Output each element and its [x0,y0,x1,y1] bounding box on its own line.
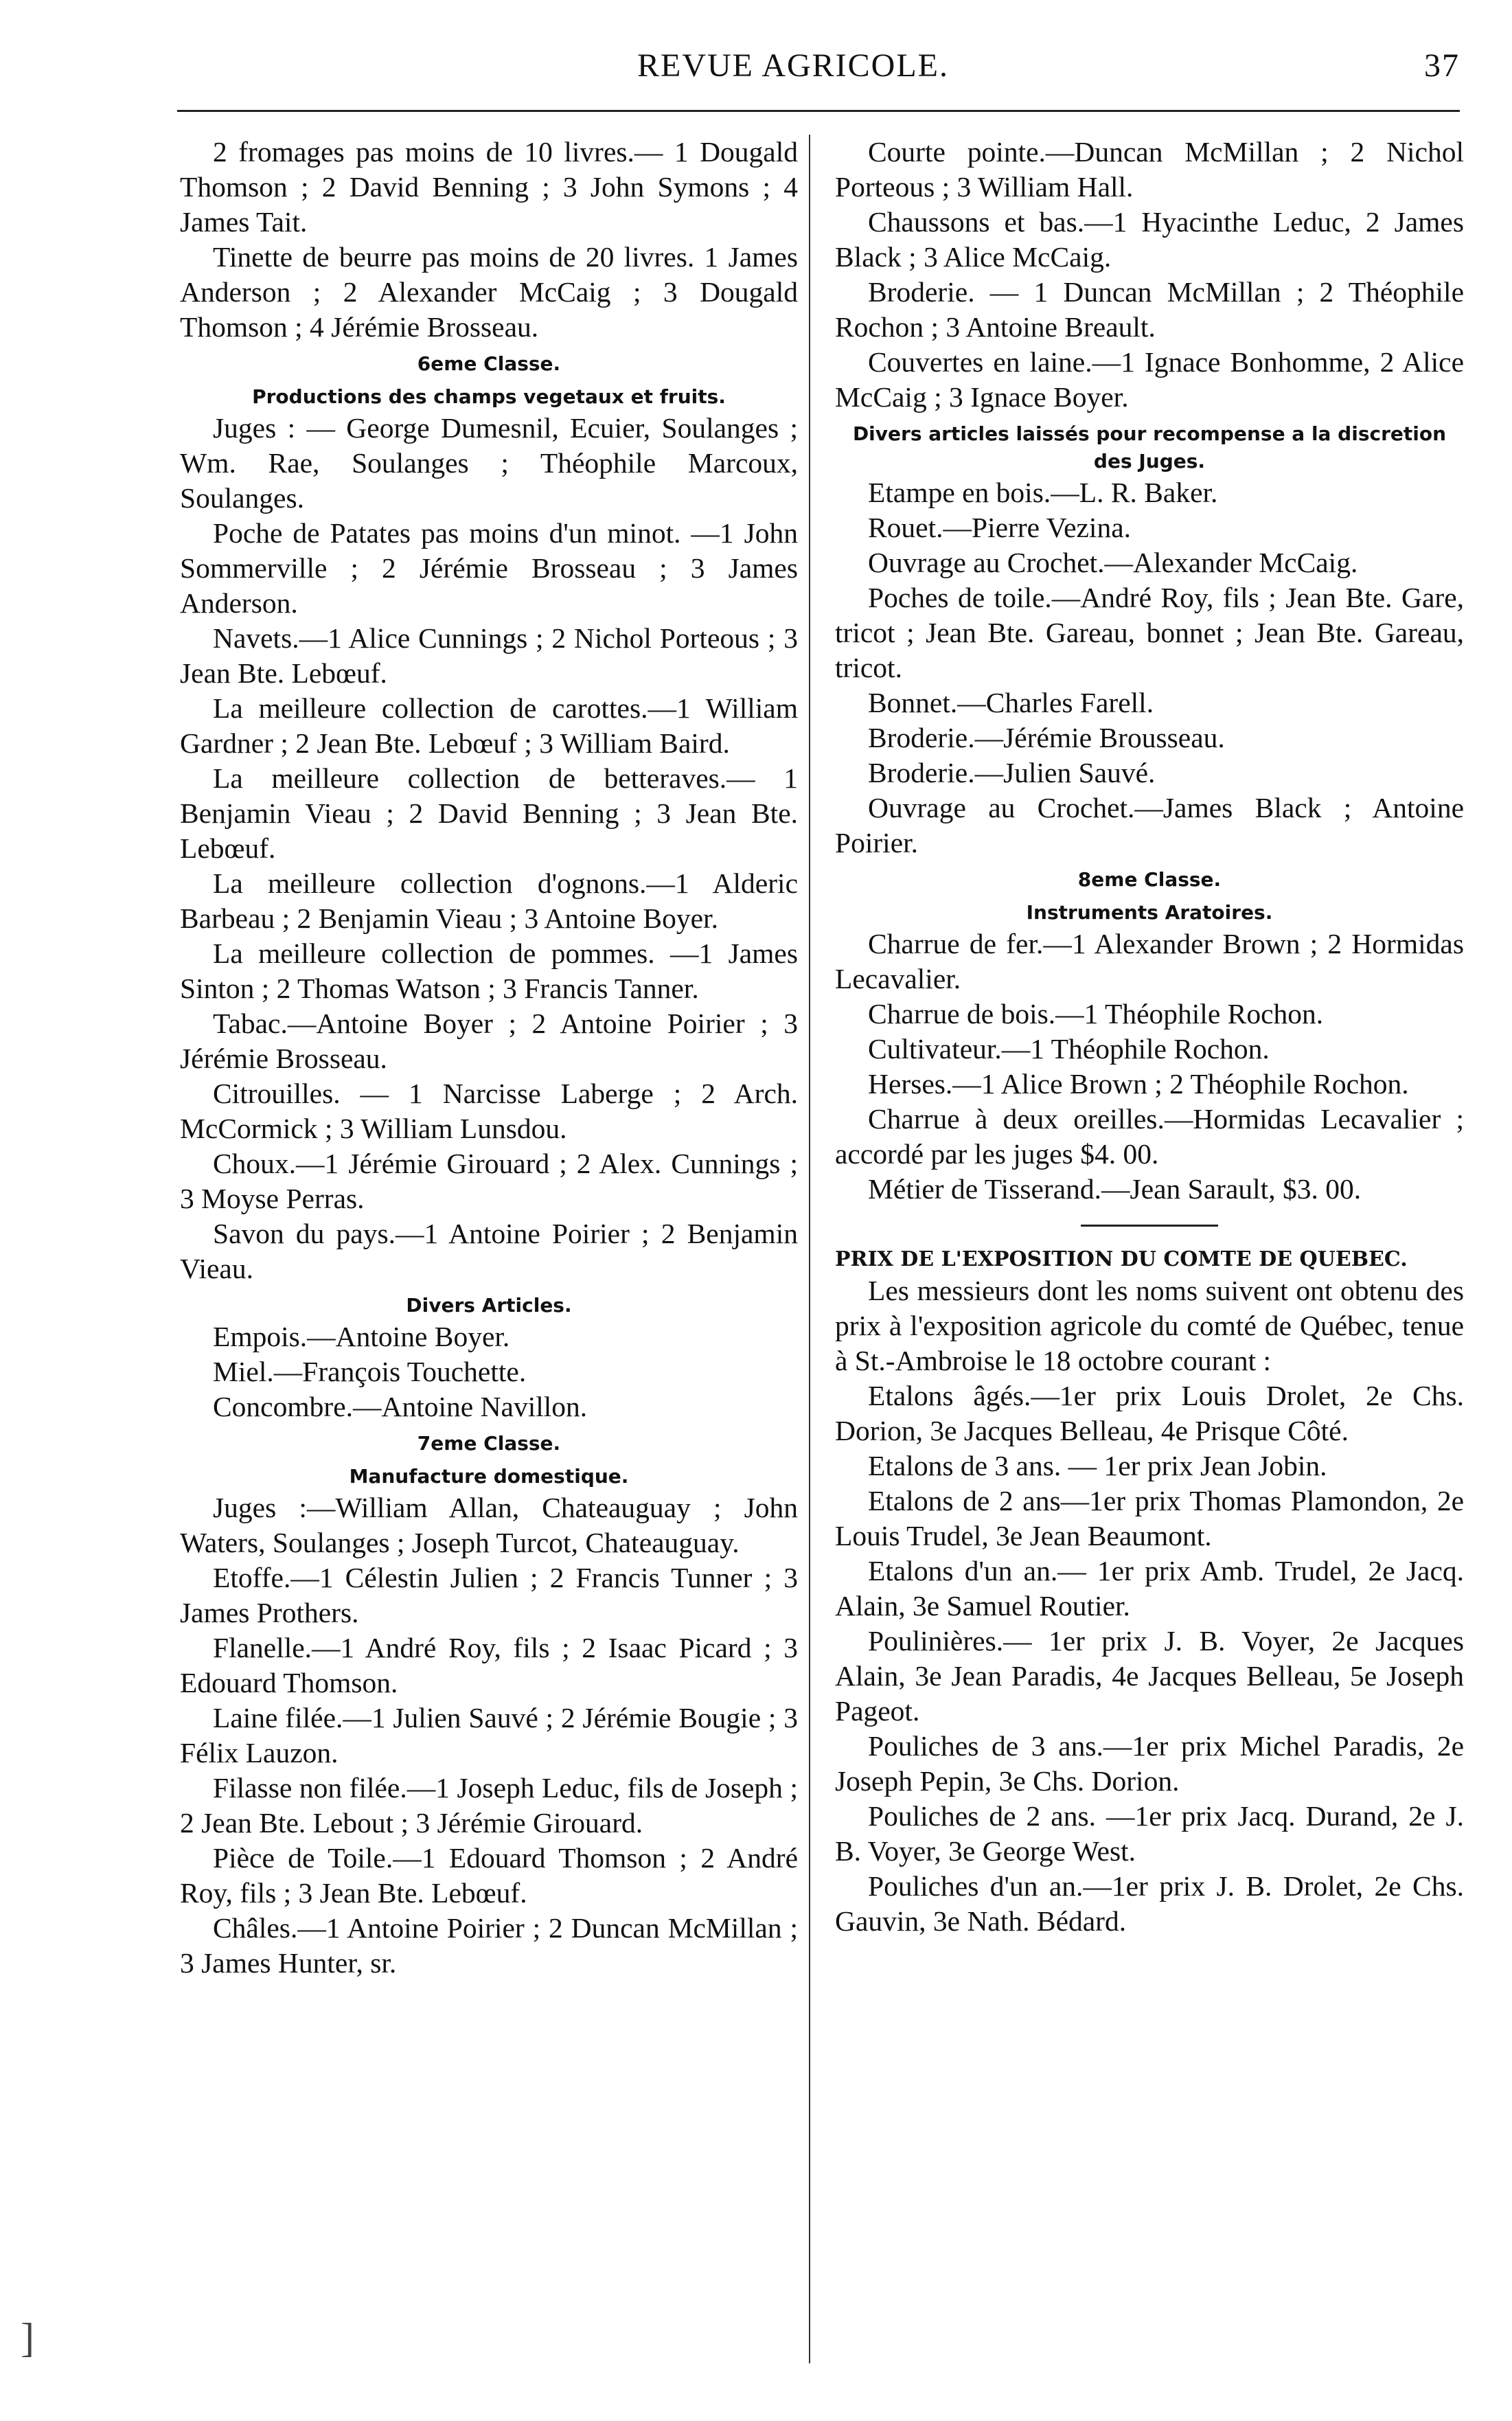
section-heading: Divers articles laissés pour recompense a la discretion des Juges. [852,422,1447,473]
paragraph: Empois.—Antoine Boyer. [213,1321,510,1352]
running-header [177,47,1460,95]
paragraph: Pièce de Toile.—1 Edouard Thomson ; 2 André Roy, fils ; 3 Jean Bte. Lebœuf. [180,1842,798,1909]
paragraph: Flanelle.—1 André Roy, fils ; 2 Isaac Picard ; 3 Edouard Thomson. [180,1632,798,1698]
paragraph: Bonnet.—Charles Farell. [868,687,1154,718]
left-column [180,135,798,1981]
paragraph: Broderie. — 1 Duncan McMillan ; 2 Théophile Rochon ; 3 Antoine Breault. [835,276,1464,343]
paragraph: Pouliches d'un an.—1er prix J. B. Drolet, 2e Chs. Gauvin, 3e Nath. Bédard. [835,1870,1464,1937]
paragraph: Concombre.—Antoine Navillon. [213,1391,588,1422]
paragraph: Cultivateur.—1 Théophile Rochon. [868,1033,1270,1065]
paragraph: Tinette de beurre pas moins de 20 livres. 1 James Anderson ; 2 Alexander McCaig ; 3 Dougald Thomson ; 4 Jérémie Brosseau. [180,241,798,343]
section-heading: 7eme Classe. [417,1432,561,1455]
paragraph: Citrouilles. — 1 Narcisse Laberge ; 2 Arch. McCormick ; 3 William Lunsdou. [180,1078,798,1144]
paragraph: Etalons âgés.—1er prix Louis Drolet, 2e Chs. Dorion, 3e Jacques Belleau, 4e Prisque Côté. [835,1380,1464,1446]
paragraph: Poche de Patates pas moins d'un minot. —1 John Sommerville ; 2 Jérémie Brosseau ; 3 James Anderson. [180,517,798,619]
paragraph: Miel.—François Touchette. [213,1356,527,1387]
section-heading: Instruments Aratoires. [1026,901,1273,924]
paragraph: Herses.—1 Alice Brown ; 2 Théophile Rochon. [868,1068,1409,1100]
paragraph: Charrue de bois.—1 Théophile Rochon. [868,998,1324,1030]
section-heading: Productions des champs vegetaux et fruits. [252,385,726,408]
paragraph: La meilleure collection de betteraves.— 1 Benjamin Vieau ; 2 David Benning ; 3 Jean Bte. Lebœuf. [180,762,798,864]
section-heading: Manufacture domestique. [349,1465,629,1488]
paragraph: Etalons de 2 ans—1er prix Thomas Plamondon, 2e Louis Trudel, 3e Jean Beaumont. [835,1485,1464,1552]
paragraph: Pouliches de 2 ans. —1er prix Jacq. Durand, 2e J. B. Voyer, 3e George West. [835,1800,1464,1867]
paragraph: Ouvrage au Crochet.—Alexander McCaig. [868,547,1358,578]
paragraph: Juges :—William Allan, Chateauguay ; John Waters, Soulanges ; Joseph Turcot, Chateauguay. [180,1492,798,1558]
paragraph: Ouvrage au Crochet.—James Black ; Antoine Poirier. [835,792,1464,859]
paragraph: Charrue de fer.—1 Alexander Brown ; 2 Hormidas Lecavalier. [835,928,1464,994]
paragraph: 2 fromages pas moins de 10 livres.— 1 Dougald Thomson ; 2 David Benning ; 3 John Symons ; 4 James Tait. [180,136,798,238]
paragraph: Filasse non filée.—1 Joseph Leduc, fils de Joseph ; 2 Jean Bte. Lebout ; 3 Jérémie Girouard. [180,1772,798,1839]
paragraph: Etalons d'un an.— 1er prix Amb. Trudel, 2e Jacq. Alain, 3e Samuel Routier. [835,1555,1464,1622]
paragraph: Etampe en bois.—L. R. Baker. [868,477,1218,508]
paragraph: Laine filée.—1 Julien Sauvé ; 2 Jérémie Bougie ; 3 Félix Lauzon. [180,1702,798,1769]
section-rule [1081,1225,1218,1227]
paragraph: Savon du pays.—1 Antoine Poirier ; 2 Benjamin Vieau. [180,1218,798,1284]
paragraph: Châles.—1 Antoine Poirier ; 2 Duncan McMillan ; 3 James Hunter, sr. [180,1912,798,1979]
journal-title: REVUE AGRICOLE. [637,47,949,84]
paragraph: Les messieurs dont les noms suivent ont obtenu des prix à l'exposition agricole du comté de Québec, tenue à St.-Ambroise le 18 octobre courant : [835,1275,1464,1376]
paragraph: La meilleure collection d'ognons.—1 Alderic Barbeau ; 2 Benjamin Vieau ; 3 Antoine Boyer. [180,867,798,934]
right-column [835,135,1464,1939]
paragraph: Couvertes en laine.—1 Ignace Bonhomme, 2 Alice McCaig ; 3 Ignace Boyer. [835,346,1464,413]
article-heading: PRIX DE L'EXPOSITION DU COMTE DE QUEBEC. [835,1247,1408,1271]
paragraph: Charrue à deux oreilles.—Hormidas Lecavalier ; accordé par les juges $4. 00. [835,1103,1464,1170]
paragraph: Choux.—1 Jérémie Girouard ; 2 Alex. Cunnings ; 3 Moyse Perras. [180,1148,798,1214]
section-heading: 8eme Classe. [1077,868,1222,891]
paragraph: Métier de Tisserand.—Jean Sarault, $3. 00. [868,1173,1362,1205]
section-heading: 6eme Classe. [417,352,561,375]
paragraph: Broderie.—Julien Sauvé. [868,757,1156,788]
paragraph: Courte pointe.—Duncan McMillan ; 2 Nichol Porteous ; 3 William Hall. [835,136,1464,203]
paragraph: Poulinières.— 1er prix J. B. Voyer, 2e Jacques Alain, 3e Jean Paradis, 4e Jacques Belleau, 5e Joseph Pageot. [835,1625,1464,1727]
paragraph: Navets.—1 Alice Cunnings ; 2 Nichol Porteous ; 3 Jean Bte. Lebœuf. [180,622,798,689]
paragraph: Rouet.—Pierre Vezina. [868,512,1132,543]
page-number: 37 [1424,47,1460,84]
paragraph: Etoffe.—1 Célestin Julien ; 2 Francis Tunner ; 3 James Prothers. [180,1562,798,1628]
paragraph: Etalons de 3 ans. — 1er prix Jean Jobin. [868,1450,1327,1481]
paragraph: La meilleure collection de pommes. —1 James Sinton ; 2 Thomas Watson ; 3 Francis Tanner. [180,937,798,1004]
paragraph: Tabac.—Antoine Boyer ; 2 Antoine Poirier ; 3 Jérémie Brosseau. [180,1008,798,1074]
paragraph: La meilleure collection de carottes.—1 William Gardner ; 2 Jean Bte. Lebœuf ; 3 William Baird. [180,692,798,759]
margin-mark: ] [21,2315,34,2361]
paragraph: Chaussons et bas.—1 Hyacinthe Leduc, 2 James Black ; 3 Alice McCaig. [835,206,1464,273]
section-heading: Divers Articles. [406,1294,572,1317]
paragraph: Poches de toile.—André Roy, fils ; Jean Bte. Gare, tricot ; Jean Bte. Gareau, bonnet ; Jean Bte. Gareau, tricot. [835,582,1464,683]
paragraph: Juges : — George Dumesnil, Ecuier, Soulanges ; Wm. Rae, Soulanges ; Théophile Marcoux, Soulanges. [180,412,798,514]
header-rule [177,110,1460,112]
column-divider [809,135,810,2363]
paragraph: Broderie.—Jérémie Brousseau. [868,722,1225,753]
paragraph: Pouliches de 3 ans.—1er prix Michel Paradis, 2e Joseph Pepin, 3e Chs. Dorion. [835,1730,1464,1797]
